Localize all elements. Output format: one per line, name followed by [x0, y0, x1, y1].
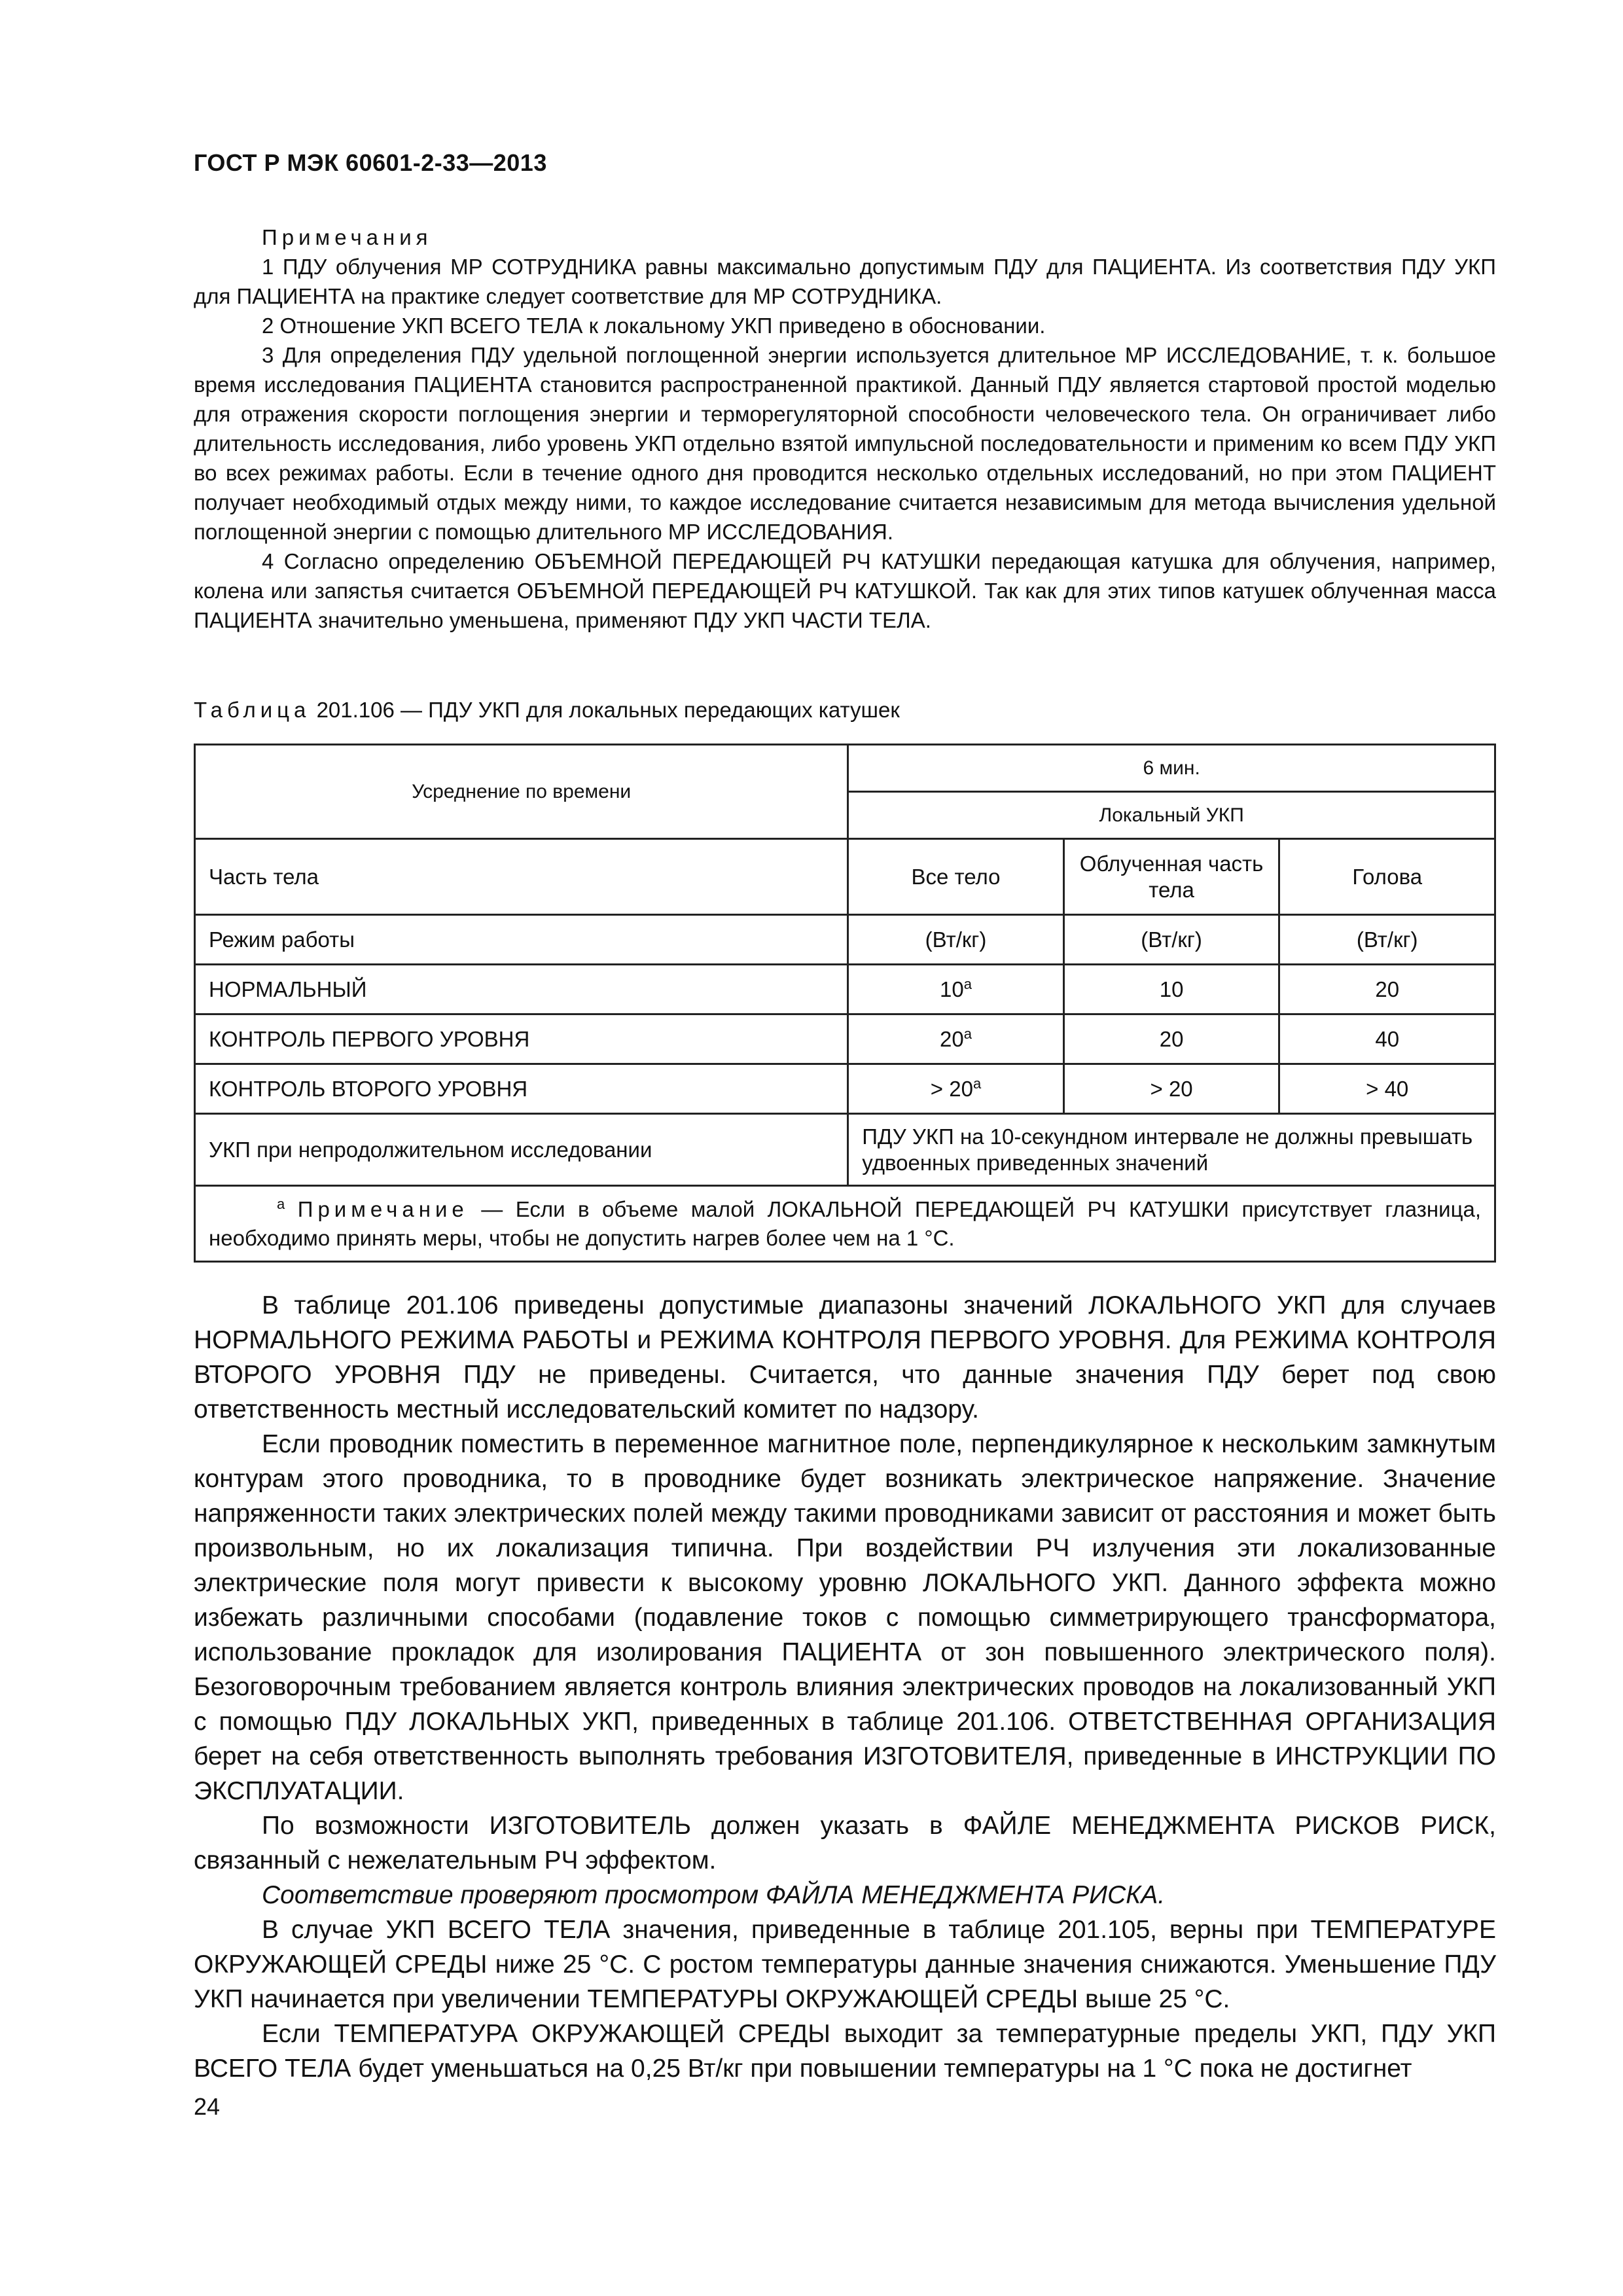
mode-name: КОНТРОЛЬ ПЕРВОГО УРОВНЯ: [195, 1014, 848, 1064]
mode-name: КОНТРОЛЬ ВТОРОГО УРОВНЯ: [195, 1064, 848, 1114]
footnote-ref: a: [963, 1025, 972, 1042]
table-footnote: [195, 1186, 1495, 1262]
exposed-part-value: > 20: [1063, 1064, 1279, 1114]
head-value: 20: [1279, 965, 1495, 1014]
note-item: 1 ПДУ облучения МР СОТРУДНИКА равны максимально допустимым ПДУ для ПАЦИЕНТА. Из соответствия ПДУ УКП для ПАЦИЕНТА на практике следует соответствие для МР СОТРУДНИКА.: [194, 255, 1496, 308]
compliance-check: Соответствие проверяют просмотром ФАЙЛА МЕНЕДЖМЕНТА РИСКА.: [262, 1881, 1166, 1909]
table-row: [195, 915, 1495, 965]
exposed-part-value: 20: [1063, 1014, 1279, 1064]
body-part-label: Часть тела: [195, 839, 848, 915]
notes-block: [194, 223, 1496, 635]
paragraph: В таблице 201.106 приведены допустимые диапазоны значений ЛОКАЛЬНОГО УКП для случаев НОРМАЛЬНОГО РЕЖИМА РАБОТЫ и РЕЖИМА КОНТРОЛЯ ПЕРВОГО УРОВНЯ. Для РЕЖИМА КОНТРОЛЯ ВТОРОГО УРОВНЯ ПДУ не приведены. Считается, что данные значения ПДУ берет под свою ответственность местный исследовательский комитет по надзору.: [194, 1291, 1496, 1424]
unit-cell: (Вт/кг): [848, 915, 1063, 965]
table-caption: [194, 695, 900, 725]
operating-mode-label: Режим работы: [195, 915, 848, 965]
unit-cell: (Вт/кг): [1063, 915, 1279, 965]
footnote-ref: a: [963, 975, 972, 992]
mode-name: НОРМАЛЬНЫЙ: [195, 965, 848, 1014]
table-row: [195, 965, 1495, 1014]
table-row: [195, 1014, 1495, 1064]
table-caption-text: 201.106 — ПДУ УКП для локальных передающих катушек: [316, 698, 900, 722]
table-row: [195, 1064, 1495, 1114]
page-number: 24: [194, 2093, 221, 2120]
table-row: [195, 745, 1495, 792]
head-value: > 40: [1279, 1064, 1495, 1114]
footnote-ref: a: [972, 1075, 982, 1092]
whole-body-value: > $20^a$: [848, 1064, 1063, 1114]
footnote-label: Примечание: [297, 1196, 469, 1221]
paragraph: По возможности ИЗГОТОВИТЕЛЬ должен указать в ФАЙЛЕ МЕНЕДЖМЕНТА РИСКОВ РИСК, связанный с нежелательным РЧ эффектом.: [194, 1812, 1496, 1874]
note-item: 2 Отношение УКП ВСЕГО ТЕЛА к локальному УКП приведено в обосновании.: [262, 314, 1046, 338]
short-exam-label: УКП при непродолжительном исследовании: [195, 1114, 848, 1186]
col-head: Голова: [1279, 839, 1495, 915]
unit-cell: (Вт/кг): [1279, 915, 1495, 965]
table-caption-label: Таблица: [194, 698, 311, 722]
table-row: [195, 1186, 1495, 1262]
note-item: 4 Согласно определению ОБЪЕМНОЙ ПЕРЕДАЮЩЕЙ РЧ КАТУШКИ передающая катушка для облучения, например, колена или запястья считается ОБЪЕМНОЙ ПЕРЕДАЮЩЕЙ РЧ КАТУШКОЙ. Так как для этих типов катушек облученная масса ПАЦИЕНТА значительно уменьшена, применяют ПДУ УКП ЧАСТИ ТЕЛА.: [194, 549, 1496, 632]
paragraph: Если проводник поместить в переменное магнитное поле, перпендикулярное к нескольким замкнутым контурам этого проводника, то в проводнике будет возникать электрическое напряжение. Значение напряженности таких электрических полей между такими проводниками зависит от расстояния и может быть произвольным, но их локализация типична. При воздействии РЧ излучения эти локализованные электрические поля могут привести к высокому уровню ЛОКАЛЬНОГО УКП. Данного эффекта можно избежать различными способами (подавление токов с помощью симметрирующего трансформатора, использование прокладок для изолирования ПАЦИЕНТА от зон повышенного электрического поля). Безоговорочным требованием является контроль влияния электрических проводов на локализованный УКП с помощью ПДУ ЛОКАЛЬНЫХ УКП, приведенных в таблице 201.106. ОТВЕТСТВЕННАЯ ОРГАНИЗАЦИЯ берет на себя ответственность выполнять требования ИЗГОТОВИТЕЛЯ, приведенные в ИНСТРУКЦИИ ПО ЭКСПЛУАТАЦИИ.: [194, 1430, 1496, 1805]
col-exposed-part: Облученная часть тела: [1063, 839, 1279, 915]
averaging-label: Усреднение по времени: [195, 745, 848, 839]
notes-heading: Примечания: [262, 225, 433, 249]
footnote-text: — Если в объеме малой ЛОКАЛЬНОЙ ПЕРЕДАЮЩЕЙ РЧ КАТУШКИ присутствует глазница, необходимо принять меры, чтобы не допустить нагрев более чем на 1 °С.: [209, 1196, 1482, 1250]
averaging-value: 6 мин.: [848, 745, 1495, 792]
table-row: [195, 839, 1495, 915]
body-text: [194, 1288, 1496, 2086]
sar-limits-table: [194, 744, 1496, 1263]
table-row: [195, 1114, 1495, 1186]
exposed-part-value: 10: [1063, 965, 1279, 1014]
paragraph: Если ТЕМПЕРАТУРА ОКРУЖАЮЩЕЙ СРЕДЫ выходит за температурные пределы УКП, ПДУ УКП ВСЕГО ТЕЛА будет уменьшаться на 0,25 Вт/кг при повышении температуры на 1 °С пока не достигнет: [194, 2020, 1496, 2083]
head-value: 40: [1279, 1014, 1495, 1064]
paragraph: В случае УКП ВСЕГО ТЕЛА значения, приведенные в таблице 201.105, верны при ТЕМПЕРАТУРЕ ОКРУЖАЮЩЕЙ СРЕДЫ ниже 25 °С. С ростом температуры данные значения снижаются. Уменьшение ПДУ УКП начинается при увеличении ТЕМПЕРАТУРЫ ОКРУЖАЮЩЕЙ СРЕДЫ выше 25 °С.: [194, 1916, 1496, 2013]
note-item: 3 Для определения ПДУ удельной поглощенной энергии используется длительное МР ИССЛЕДОВАНИЕ, т. к. большое время исследования ПАЦИЕНТА становится распространенной практикой. Данный ПДУ является стартовой простой моделью для отражения скорости поглощения энергии и терморегуляторной способности человеческого тела. Он ограничивает либо длительность исследования, либо уровень УКП отдельно взятой импульсной последовательности и применим ко всем ПДУ УКП во всех режимах работы. Если в течение одного дня проводится несколько отдельных исследований, но при этом ПАЦИЕНТ получает необходимый отдых между ними, то каждое исследование считается независимым для метода вычисления удельной поглощенной энергии с помощью длительного МР ИССЛЕДОВАНИЯ.: [194, 343, 1496, 544]
whole-body-value: 10$^a$: [848, 965, 1063, 1014]
local-sar-label: Локальный УКП: [848, 792, 1495, 839]
short-exam-text: ПДУ УКП на 10-секундном интервале не должны превышать удвоенных приведенных значений: [848, 1114, 1495, 1186]
footnote-mark: a: [277, 1195, 285, 1212]
col-whole-body: Все тело: [848, 839, 1063, 915]
whole-body-value: 20$^a$: [848, 1014, 1063, 1064]
standard-title: ГОСТ Р МЭК 60601-2-33—2013: [194, 149, 547, 176]
